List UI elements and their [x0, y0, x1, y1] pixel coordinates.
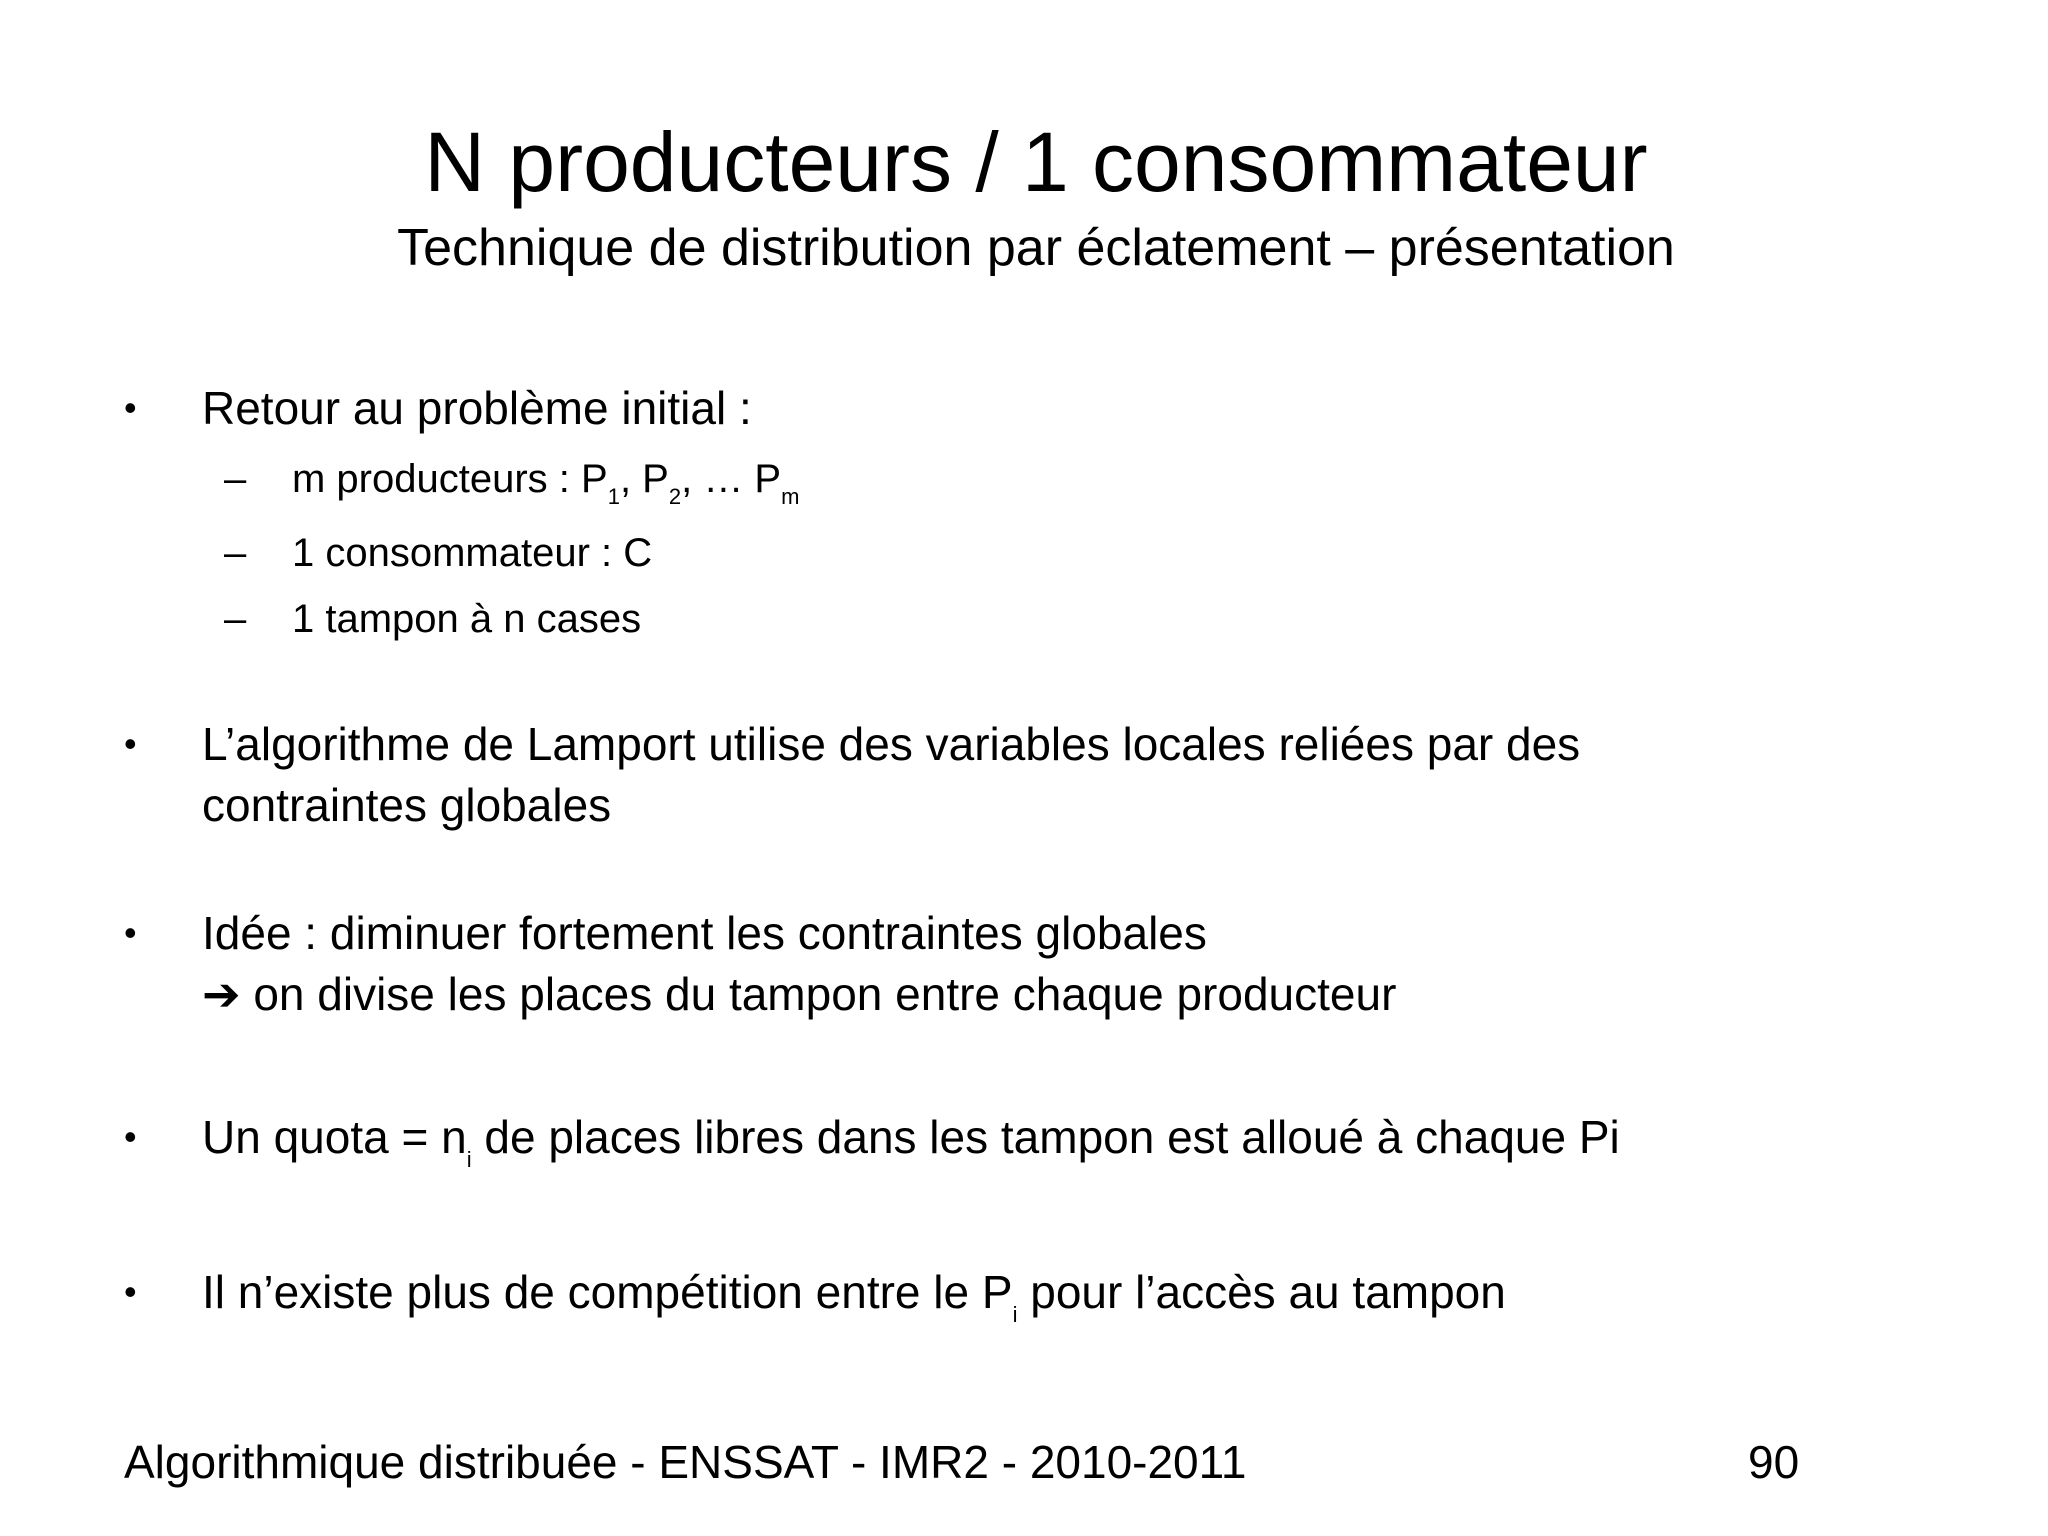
subscript: 1 — [607, 484, 620, 509]
subitem-text: 1 consommateur : C — [292, 531, 653, 575]
bullet-text: Retour au problème initial : — [202, 382, 752, 434]
bullet-text — [202, 714, 1580, 836]
bullet-marker: • — [124, 1116, 137, 1157]
arrow-icon: ➔ — [202, 968, 241, 1020]
text-part: pour l’accès au tampon — [1017, 1266, 1506, 1318]
bullet-text — [202, 903, 1396, 1025]
text-part: m producteurs : P — [292, 457, 608, 501]
bullet-marker: • — [124, 912, 137, 953]
subitem-text: 1 tampon à n cases — [292, 597, 642, 641]
text-part: , … P — [681, 457, 782, 501]
text-line: Idée : diminuer fortement les contraintes globales — [202, 907, 1207, 959]
subscript: i — [466, 1147, 472, 1172]
text-line: L’algorithme de Lamport utilise des variables locales reliées par des — [202, 718, 1581, 770]
text-part: Un quota = n — [202, 1111, 467, 1163]
dash-marker: – — [224, 597, 247, 641]
subitem-text — [292, 454, 800, 509]
bullet-text — [202, 1262, 1506, 1327]
text-part: de places libres dans les tampon est alloué à chaque Pi — [471, 1111, 1620, 1163]
bullet-marker: • — [124, 387, 137, 428]
slide-footer: Algorithmique distribuée - ENSSAT - IMR2 - 2010-2011 — [124, 1436, 1247, 1488]
slide-subtitle: Technique de distribution par éclatement – présentation — [397, 219, 1675, 277]
slide-title: N producteurs / 1 consommateur — [424, 115, 1648, 209]
bullet-marker: • — [124, 723, 137, 764]
bullet-marker: • — [124, 1271, 137, 1312]
subscript: m — [781, 484, 800, 509]
dash-marker: – — [224, 457, 247, 501]
subscript: 2 — [668, 484, 682, 509]
subscript: i — [1012, 1302, 1018, 1327]
text-part: , P — [619, 457, 669, 501]
text-line: on divise les places du tampon entre chaque producteur — [240, 968, 1397, 1020]
bullet-text — [202, 1107, 1620, 1172]
dash-marker: – — [224, 531, 247, 575]
text-line: contraintes globales — [202, 779, 612, 831]
text-part: Il n’existe plus de compétition entre le P — [202, 1266, 1013, 1318]
page-number: 90 — [1748, 1436, 1800, 1488]
